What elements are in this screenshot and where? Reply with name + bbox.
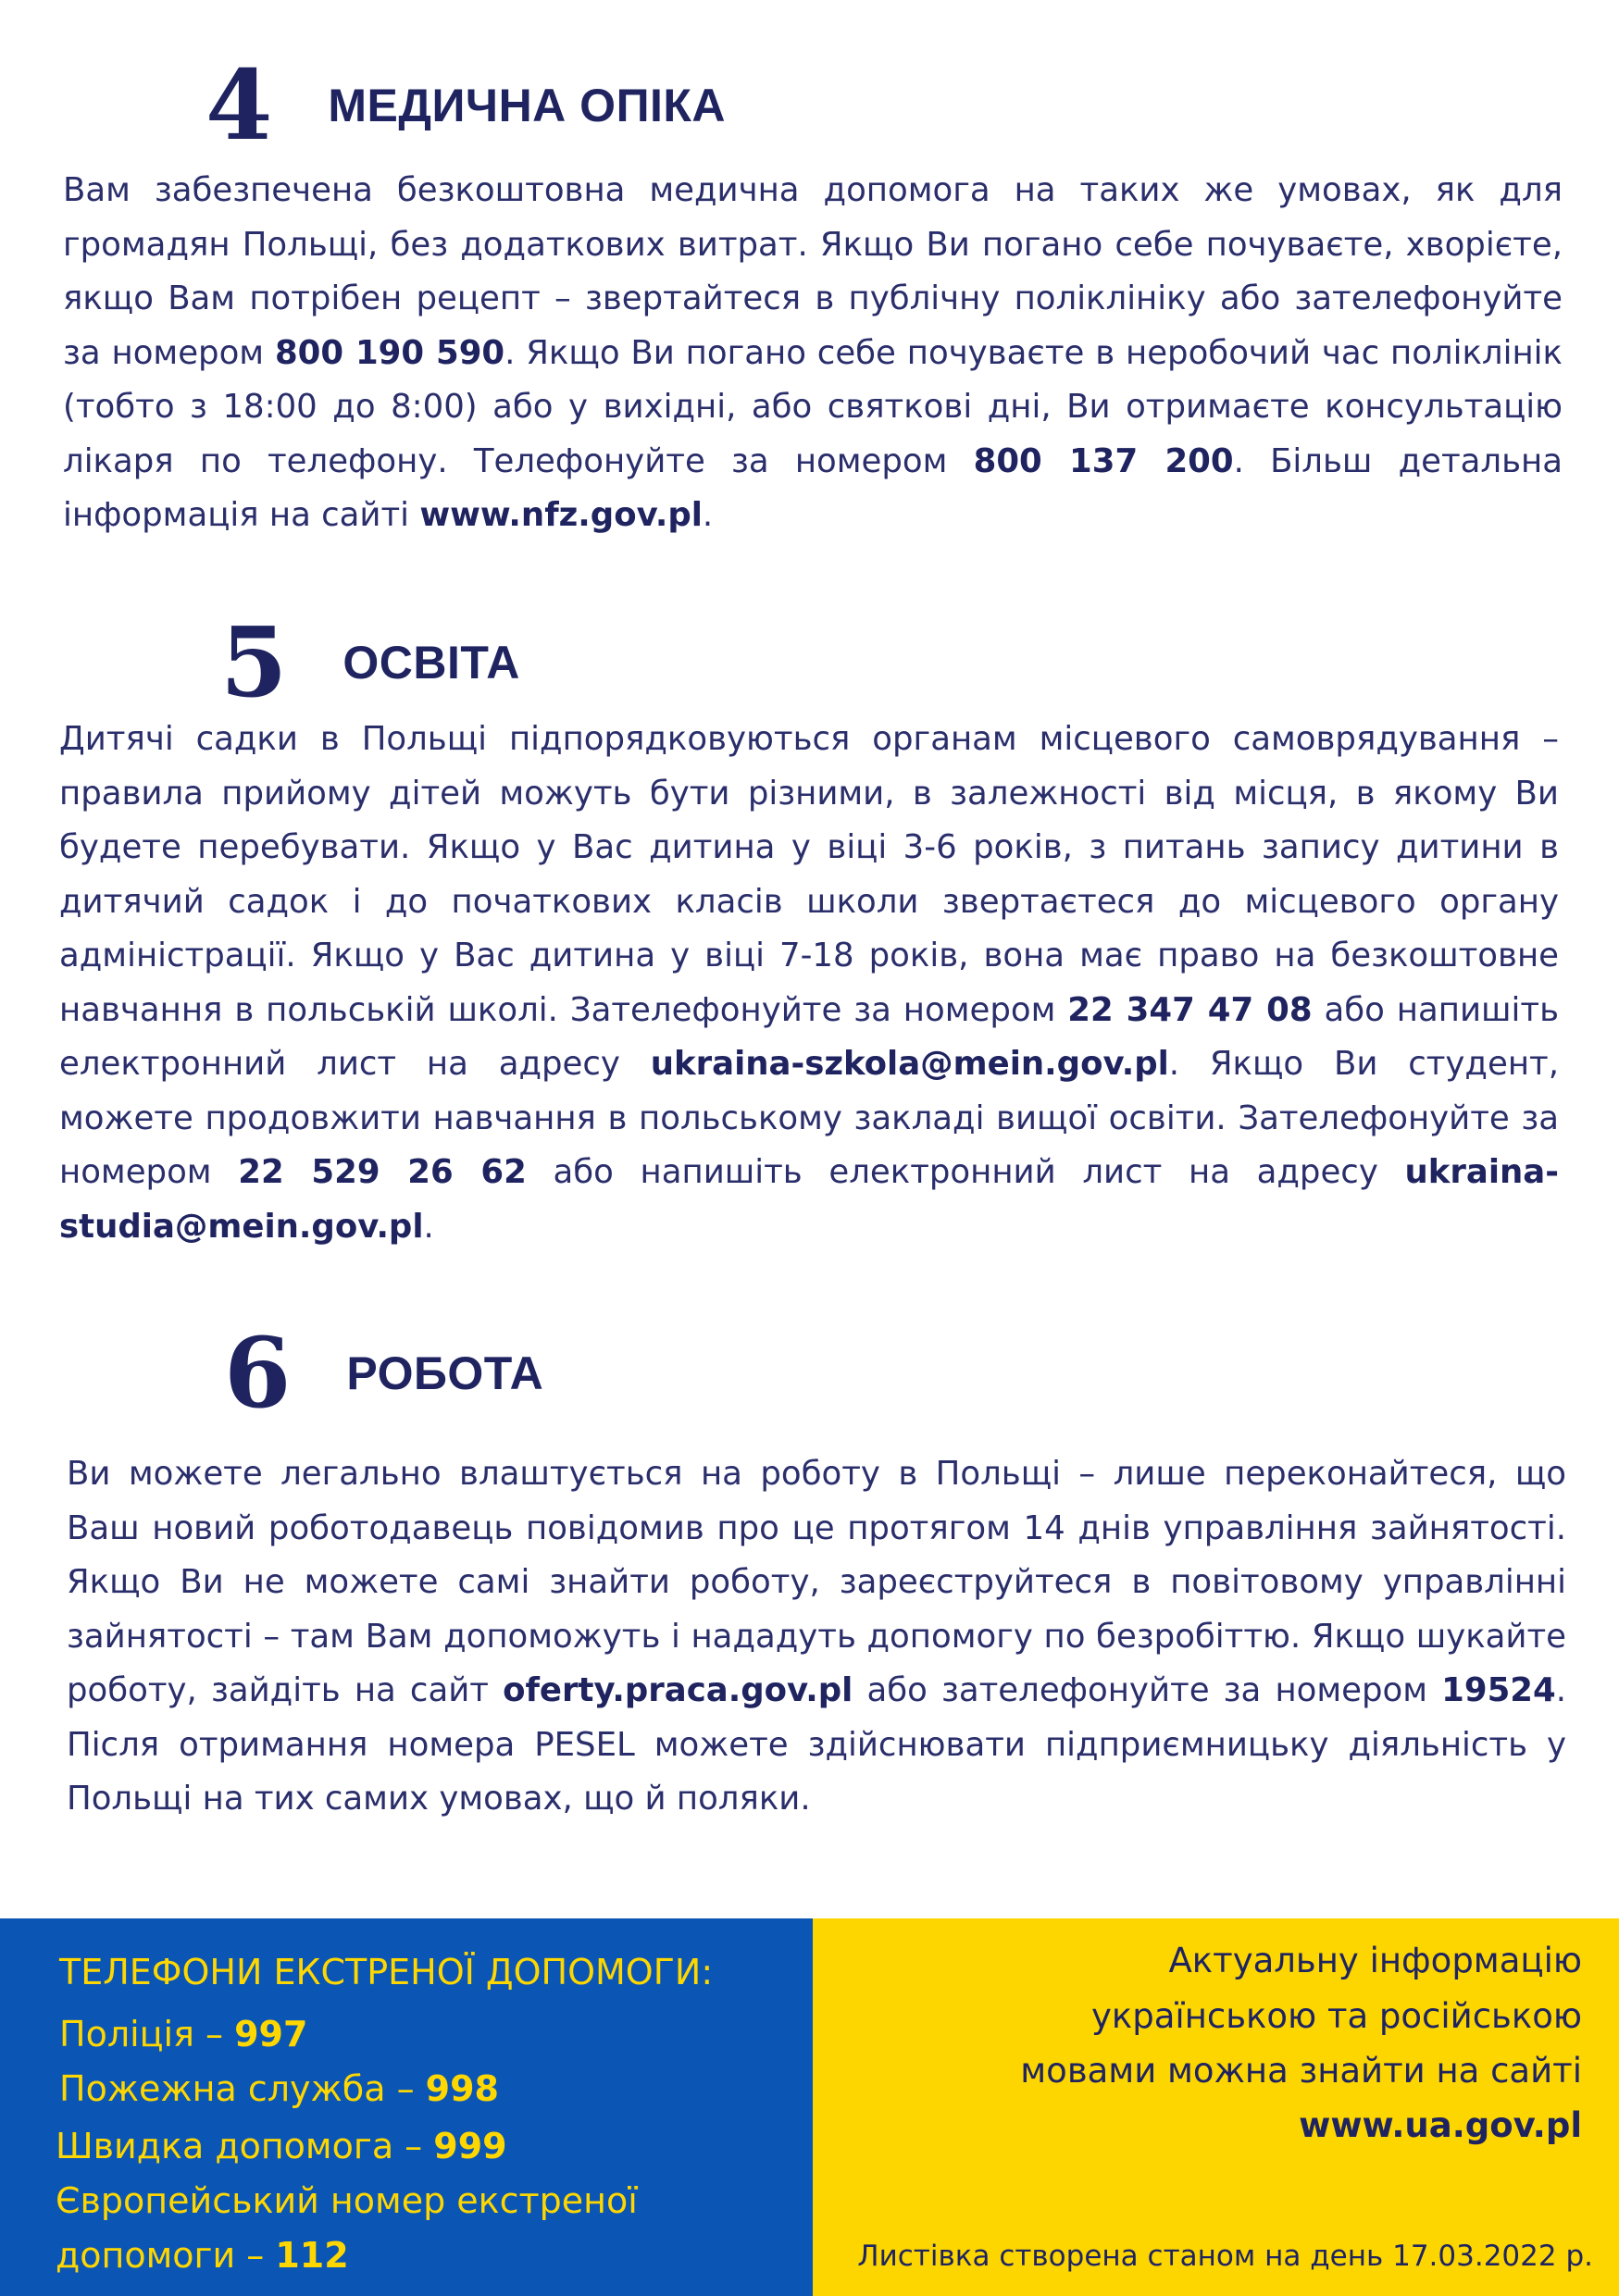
paragraph-text: Ви можете легально влаштується на роботу в Польщі – лише переконайтеся, що Ваш новий роботодавець повідомив про це протягом 14 днів управління зайнятості. Якщо Ви не можете самі знайти роботу, зареєструйтеся в повітовому управлінні зайнятості – там Вам допоможуть і нададуть допомогу по безробіттю. Якщо шукайте роботу, зайдіть на сайт bbox=[67, 1455, 1566, 1709]
info-line-3: мовами можна знайти на сайті bbox=[1020, 2051, 1582, 2091]
paragraph-text: або напишіть електронний лист на адресу bbox=[526, 1153, 1405, 1191]
section-5-paragraph bbox=[59, 713, 1559, 1254]
section-title: ОСВІТА bbox=[342, 637, 520, 689]
paragraph-text: або напишіть електронний лист на адресу bbox=[59, 990, 1559, 1083]
highlighted-text: www.nfz.gov.pl bbox=[419, 496, 703, 534]
info-line-1: Актуальну інформацію bbox=[1168, 1941, 1582, 1980]
paragraph-text: . bbox=[702, 496, 714, 534]
highlighted-text: 22 347 47 08 bbox=[1067, 990, 1313, 1029]
section-6-heading bbox=[224, 1316, 544, 1430]
police-line: Поліція – 997 bbox=[59, 2014, 308, 2054]
highlighted-text: ukraina-studia@mein.gov.pl bbox=[59, 1153, 1559, 1246]
section-4-paragraph bbox=[63, 164, 1563, 543]
highlighted-text: oferty.praca.gov.pl bbox=[503, 1671, 853, 1709]
eu-emergency-line-1: Європейський номер екстреної bbox=[56, 2180, 638, 2221]
paragraph-text: . Якщо Ви студент, можете продовжити навчання в польському закладі вищої освіти. Зателефонуйте за номером bbox=[59, 1045, 1559, 1191]
paragraph-text: . Якщо Ви погано себе почуваєте в неробочий час поліклінік (тобто з 18:00 до 8:00) або у вихідні, або святкові дні, Ви отримаєте консультацію лікаря по телефону. Телефонуйте за номером bbox=[63, 333, 1563, 480]
section-title: РОБОТА bbox=[346, 1347, 544, 1399]
section-5-heading bbox=[220, 605, 520, 719]
paragraph-text: . Після отримання номера PESEL можете здійснювати підприємницьку діяльність у Польщі на тих самих умовах, що й поляки. bbox=[67, 1671, 1566, 1818]
highlighted-text: 22 529 26 62 bbox=[238, 1153, 527, 1191]
leaflet-date-note: Листівка створена станом на день 17.03.2022 р. bbox=[857, 2240, 1593, 2273]
highlighted-text: 800 190 590 bbox=[274, 333, 505, 372]
highlighted-text: 19524 bbox=[1441, 1671, 1556, 1709]
section-number: 6 bbox=[224, 1316, 292, 1430]
section-title: МЕДИЧНА ОПІКА bbox=[328, 80, 727, 131]
paragraph-text: або зателефонуйте за номером bbox=[853, 1671, 1442, 1709]
section-number: 5 bbox=[220, 605, 288, 719]
section-number: 4 bbox=[205, 48, 273, 162]
eu-emergency-line-2: допомоги – 112 bbox=[56, 2235, 349, 2276]
info-panel bbox=[813, 1918, 1619, 2296]
emergency-phones-panel bbox=[0, 1918, 813, 2296]
section-6-paragraph bbox=[67, 1447, 1566, 1827]
paragraph-text: . Більш детальна інформація на сайті bbox=[63, 441, 1563, 534]
paragraph-text: Дитячі садки в Польщі підпорядковуються органам місцевого самоврядування – правила прийому дітей можуть бути різними, в залежності від місця, в якому Ви будете перебувати. Якщо у Вас дитина у віці 3-6 років, з питань запису дитини в дитячий садок і до початкових класів школи звертаєтеся до місцевого органу адміністрації. Якщо у Вас дитина у віці 7-18 років, вона має право на безкоштовне навчання в польській школі. Зателефонуйте за номером bbox=[59, 720, 1559, 1029]
info-line-2: українською та російською bbox=[1091, 1996, 1582, 2036]
eu-emergency-number: 112 bbox=[275, 2235, 349, 2276]
info-site-link[interactable]: www.ua.gov.pl bbox=[1299, 2105, 1582, 2145]
ambulance-number: 999 bbox=[433, 2126, 507, 2166]
highlighted-text: ukraina-szkola@mein.gov.pl bbox=[650, 1045, 1169, 1083]
police-number: 997 bbox=[234, 2014, 308, 2054]
emergency-heading: ТЕЛЕФОНИ ЕКСТРЕНОЇ ДОПОМОГИ: bbox=[59, 1952, 714, 1992]
ambulance-line: Швидка допомога – 999 bbox=[56, 2126, 507, 2166]
fire-line: Пожежна служба – 998 bbox=[59, 2068, 499, 2109]
fire-number: 998 bbox=[425, 2068, 499, 2109]
highlighted-text: 800 137 200 bbox=[973, 441, 1234, 480]
paragraph-text: . bbox=[423, 1207, 434, 1246]
section-4-heading bbox=[205, 48, 727, 162]
footer-banner bbox=[0, 1918, 1619, 2296]
paragraph-text: Вам забезпечена безкоштовна медична допомога на таких же умовах, як для громадян Польщі, без додаткових витрат. Якщо Ви погано себе почуваєте, хворієте, якщо Вам потрібен рецепт – звертайтеся в публічну поліклініку або зателефонуйте за номером bbox=[63, 171, 1563, 372]
